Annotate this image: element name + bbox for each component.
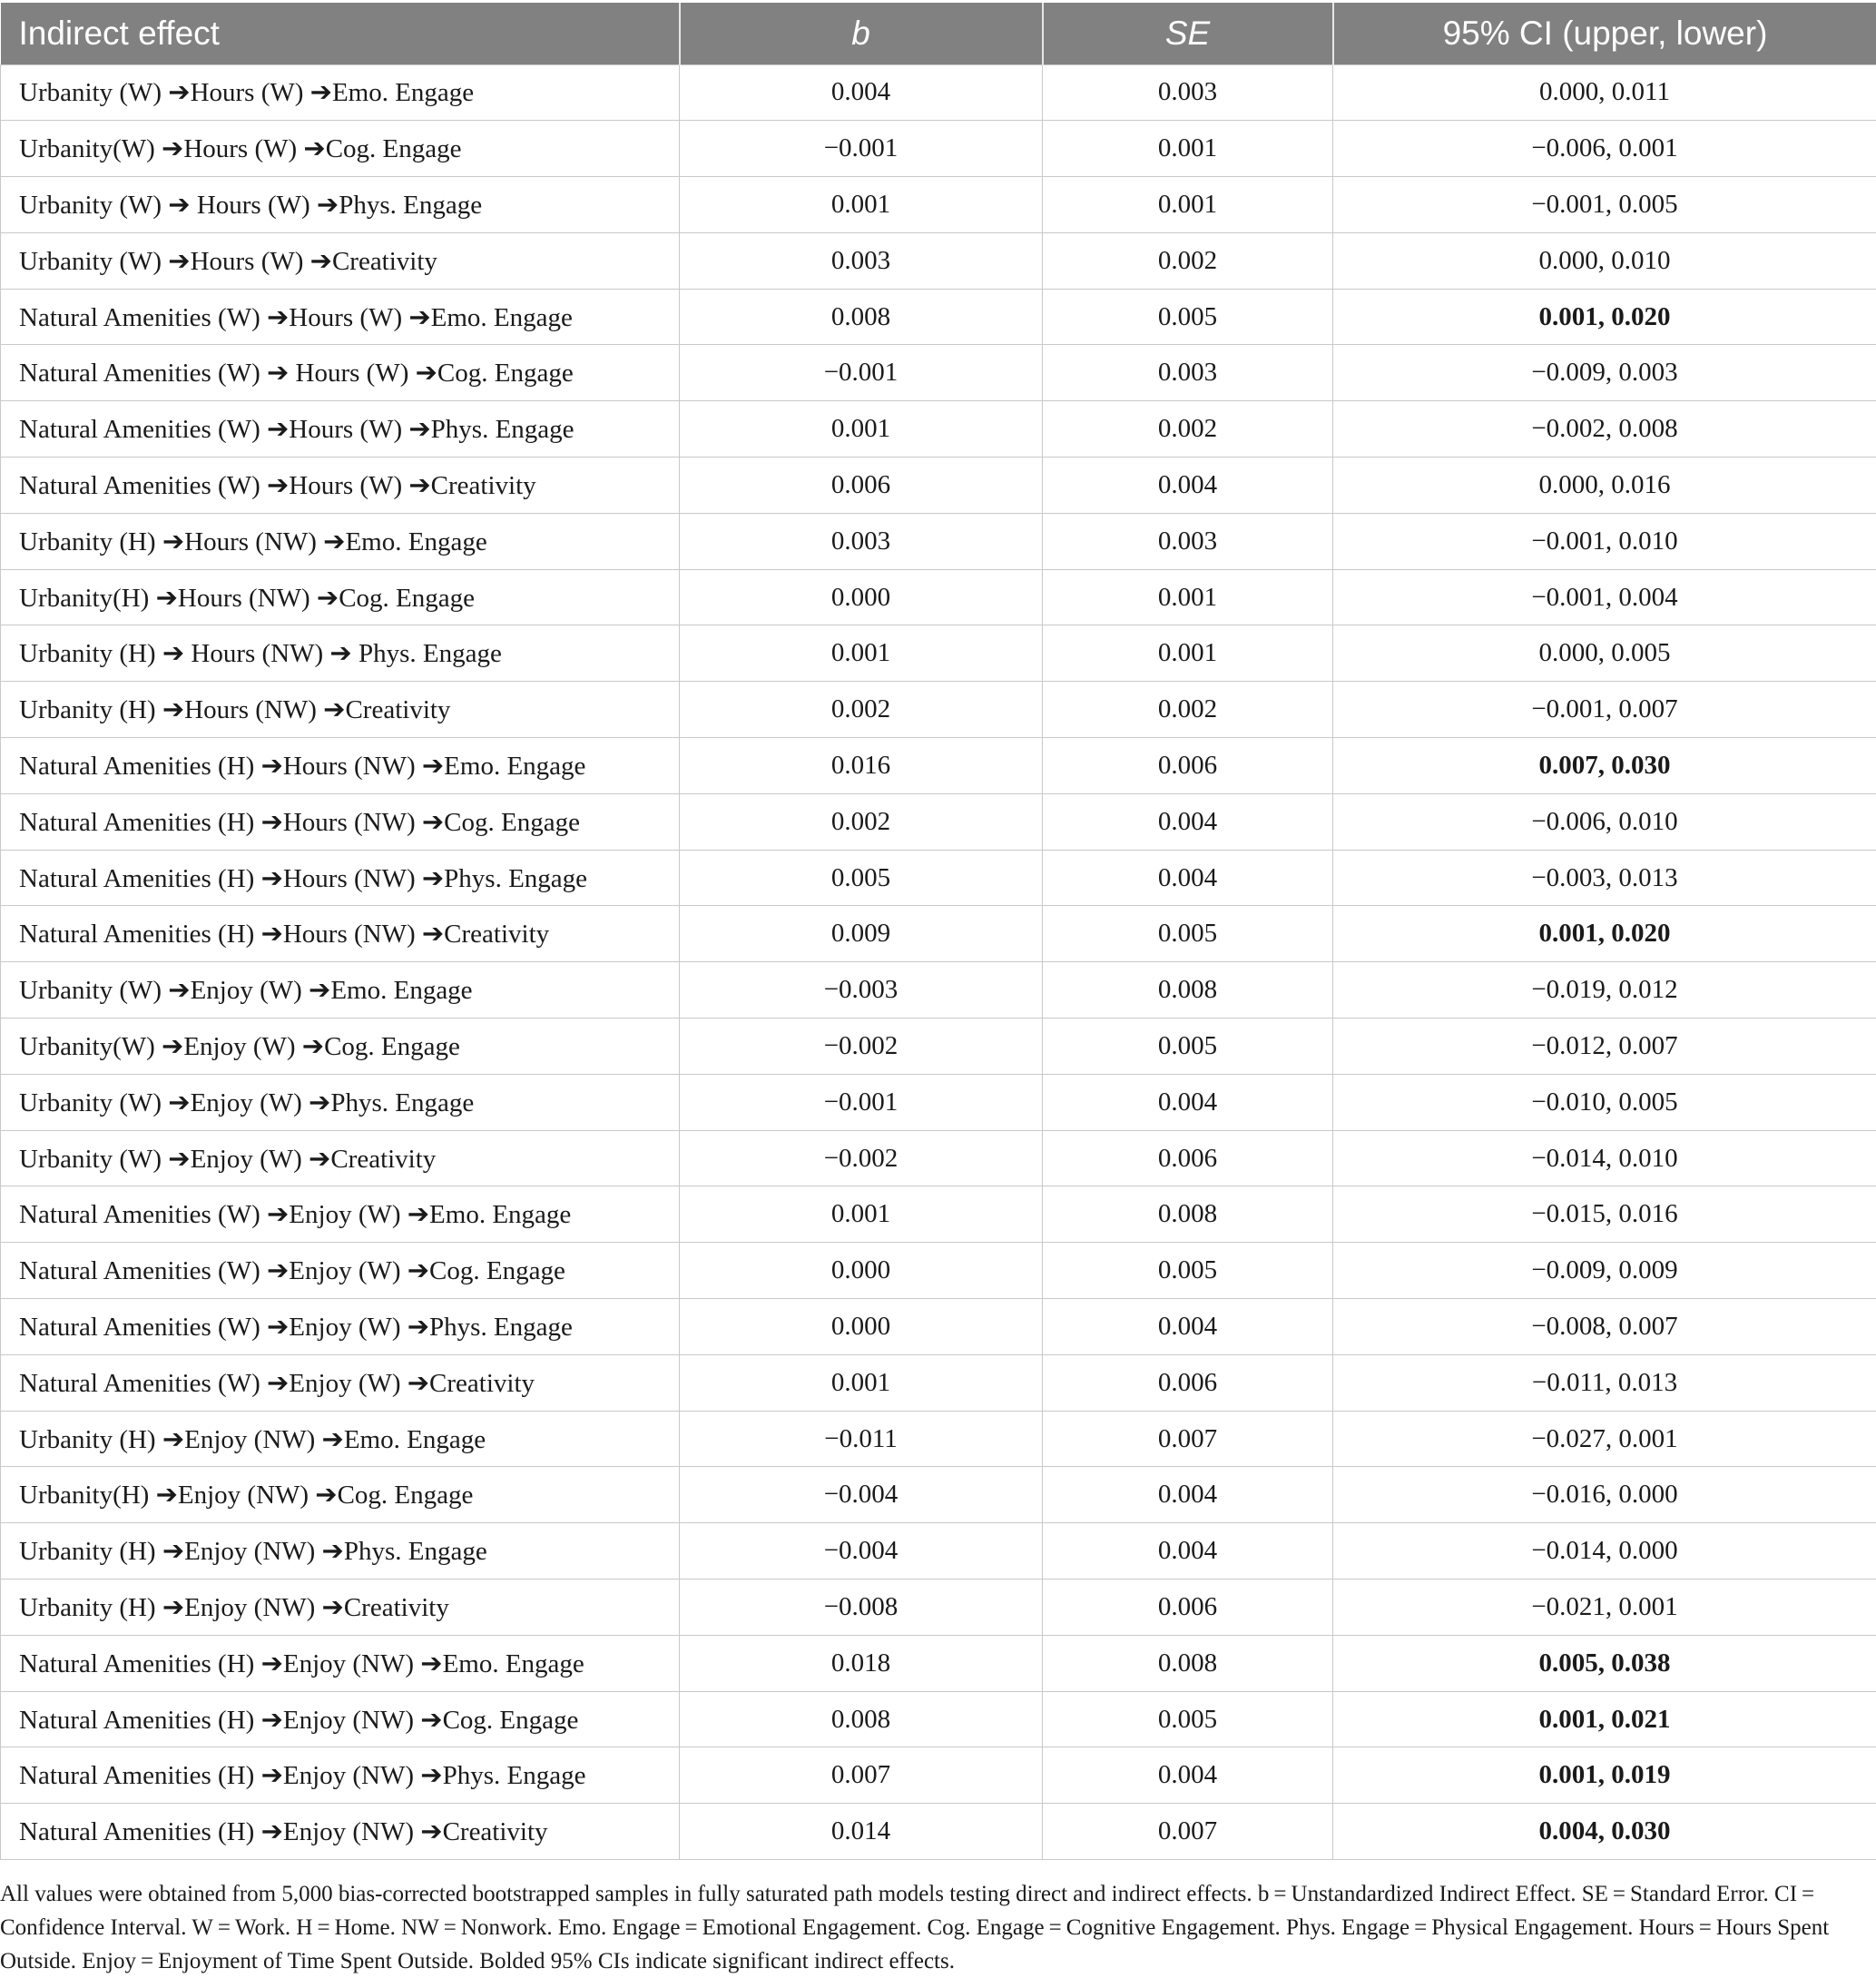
cell-se: 0.001	[1043, 569, 1333, 625]
table-row	[1, 1804, 1876, 1860]
cell-indirect-effect: Urbanity (H) ➔Enjoy (NW) ➔Phys. Engage	[1, 1523, 680, 1579]
cell-se: 0.005	[1043, 1019, 1333, 1075]
cell-indirect-effect: Natural Amenities (H) ➔Hours (NW) ➔Phys. Engage	[1, 850, 680, 906]
cell-se: 0.005	[1043, 1691, 1333, 1747]
cell-indirect-effect: Urbanity (H) ➔Hours (NW) ➔Emo. Engage	[1, 513, 680, 569]
cell-ci: −0.009, 0.009	[1333, 1243, 1876, 1299]
table-row	[1, 682, 1876, 738]
cell-se: 0.008	[1043, 1186, 1333, 1243]
table-row	[1, 850, 1876, 906]
cell-indirect-effect: Natural Amenities (H) ➔Enjoy (NW) ➔Phys. Engage	[1, 1747, 680, 1804]
cell-se: 0.004	[1043, 1523, 1333, 1579]
cell-ci: −0.027, 0.001	[1333, 1411, 1876, 1467]
cell-indirect-effect: Urbanity (W) ➔Hours (W) ➔Emo. Engage	[1, 64, 680, 121]
table-row	[1, 906, 1876, 962]
cell-b: 0.005	[680, 850, 1043, 906]
table-row	[1, 793, 1876, 850]
cell-se: 0.003	[1043, 513, 1333, 569]
cell-indirect-effect: Natural Amenities (H) ➔Hours (NW) ➔Emo. Engage	[1, 738, 680, 794]
cell-se: 0.007	[1043, 1411, 1333, 1467]
table-row	[1, 625, 1876, 682]
cell-se: 0.006	[1043, 1579, 1333, 1636]
table-row	[1, 1579, 1876, 1636]
cell-indirect-effect: Natural Amenities (H) ➔Enjoy (NW) ➔Cog. Engage	[1, 1691, 680, 1747]
cell-se: 0.006	[1043, 1130, 1333, 1186]
cell-ci: 0.001, 0.020	[1333, 906, 1876, 962]
cell-ci: −0.001, 0.004	[1333, 569, 1876, 625]
cell-indirect-effect: Natural Amenities (W) ➔Enjoy (W) ➔Emo. Engage	[1, 1186, 680, 1243]
cell-b: 0.008	[680, 289, 1043, 345]
cell-indirect-effect: Urbanity (H) ➔Enjoy (NW) ➔Emo. Engage	[1, 1411, 680, 1467]
cell-se: 0.007	[1043, 1804, 1333, 1860]
cell-se: 0.004	[1043, 793, 1333, 850]
table-body	[1, 64, 1876, 1860]
indirect-effects-table	[0, 3, 1876, 1860]
table-header-row	[1, 3, 1876, 64]
cell-se: 0.004	[1043, 1299, 1333, 1355]
cell-ci: 0.000, 0.016	[1333, 458, 1876, 514]
cell-indirect-effect: Urbanity (W) ➔ Hours (W) ➔Phys. Engage	[1, 177, 680, 233]
cell-b: 0.003	[680, 513, 1043, 569]
table-row	[1, 738, 1876, 794]
table-row	[1, 1243, 1876, 1299]
cell-b: 0.018	[680, 1635, 1043, 1691]
cell-b: 0.001	[680, 401, 1043, 458]
cell-ci: −0.009, 0.003	[1333, 345, 1876, 401]
cell-ci: −0.006, 0.001	[1333, 121, 1876, 177]
cell-ci: −0.008, 0.007	[1333, 1299, 1876, 1355]
cell-se: 0.008	[1043, 1635, 1333, 1691]
cell-b: 0.000	[680, 1299, 1043, 1355]
cell-se: 0.005	[1043, 289, 1333, 345]
cell-ci: −0.012, 0.007	[1333, 1019, 1876, 1075]
cell-se: 0.002	[1043, 682, 1333, 738]
table-row	[1, 64, 1876, 121]
cell-indirect-effect: Natural Amenities (H) ➔Enjoy (NW) ➔Creativity	[1, 1804, 680, 1860]
table-footnote: All values were obtained from 5,000 bias-corrected bootstrapped samples in fully saturated path models testing direct and indirect effects. b = Unstandardized Indirect Effect. SE = Standard Error. CI = Confidence Interval. W = Work. H = Home. NW = Nonwork. Emo. Engage = Emotional Engagement. Cog. Engage = Cognitive Engagement. Phys. Engage = Physical Engagement. Hours = Hours Spent Outside. Enjoy = Enjoyment of Time Spent Outside. Bolded 95% CIs indicate significant indirect effects.	[0, 1877, 1871, 1978]
cell-se: 0.002	[1043, 232, 1333, 289]
cell-ci: −0.006, 0.010	[1333, 793, 1876, 850]
cell-b: 0.014	[680, 1804, 1043, 1860]
cell-se: 0.006	[1043, 1354, 1333, 1411]
cell-ci: 0.004, 0.030	[1333, 1804, 1876, 1860]
cell-indirect-effect: Natural Amenities (W) ➔Enjoy (W) ➔Creativity	[1, 1354, 680, 1411]
cell-indirect-effect: Urbanity(W) ➔Enjoy (W) ➔Cog. Engage	[1, 1019, 680, 1075]
cell-ci: 0.000, 0.005	[1333, 625, 1876, 682]
cell-se: 0.005	[1043, 906, 1333, 962]
cell-ci: −0.003, 0.013	[1333, 850, 1876, 906]
cell-indirect-effect: Natural Amenities (H) ➔Enjoy (NW) ➔Emo. Engage	[1, 1635, 680, 1691]
cell-ci: −0.019, 0.012	[1333, 962, 1876, 1019]
cell-se: 0.004	[1043, 1074, 1333, 1130]
cell-ci: 0.005, 0.038	[1333, 1635, 1876, 1691]
cell-indirect-effect: Natural Amenities (W) ➔Hours (W) ➔Phys. Engage	[1, 401, 680, 458]
table-row	[1, 232, 1876, 289]
cell-indirect-effect: Urbanity(H) ➔Enjoy (NW) ➔Cog. Engage	[1, 1467, 680, 1523]
table-row	[1, 1074, 1876, 1130]
cell-indirect-effect: Urbanity (H) ➔ Hours (NW) ➔ Phys. Engage	[1, 625, 680, 682]
cell-se: 0.001	[1043, 121, 1333, 177]
cell-ci: −0.014, 0.010	[1333, 1130, 1876, 1186]
cell-ci: −0.016, 0.000	[1333, 1467, 1876, 1523]
cell-b: −0.001	[680, 1074, 1043, 1130]
cell-indirect-effect: Natural Amenities (W) ➔Enjoy (W) ➔Cog. Engage	[1, 1243, 680, 1299]
cell-indirect-effect: Urbanity(H) ➔Hours (NW) ➔Cog. Engage	[1, 569, 680, 625]
cell-se: 0.004	[1043, 1747, 1333, 1804]
table-row	[1, 962, 1876, 1019]
cell-se: 0.002	[1043, 401, 1333, 458]
cell-b: −0.004	[680, 1467, 1043, 1523]
table-row	[1, 1299, 1876, 1355]
cell-indirect-effect: Natural Amenities (W) ➔Enjoy (W) ➔Phys. Engage	[1, 1299, 680, 1355]
table-row	[1, 1467, 1876, 1523]
cell-b: 0.007	[680, 1747, 1043, 1804]
cell-ci: −0.001, 0.007	[1333, 682, 1876, 738]
table-row	[1, 1747, 1876, 1804]
cell-se: 0.001	[1043, 177, 1333, 233]
cell-indirect-effect: Urbanity (W) ➔Enjoy (W) ➔Emo. Engage	[1, 962, 680, 1019]
cell-ci: −0.011, 0.013	[1333, 1354, 1876, 1411]
cell-indirect-effect: Natural Amenities (W) ➔Hours (W) ➔Emo. Engage	[1, 289, 680, 345]
table-row	[1, 1354, 1876, 1411]
cell-indirect-effect: Urbanity (W) ➔Enjoy (W) ➔Creativity	[1, 1130, 680, 1186]
cell-ci: 0.000, 0.010	[1333, 232, 1876, 289]
cell-b: 0.002	[680, 682, 1043, 738]
cell-indirect-effect: Urbanity (W) ➔Hours (W) ➔Creativity	[1, 232, 680, 289]
cell-indirect-effect: Urbanity(W) ➔Hours (W) ➔Cog. Engage	[1, 121, 680, 177]
table-row	[1, 513, 1876, 569]
cell-b: −0.004	[680, 1523, 1043, 1579]
cell-b: 0.006	[680, 458, 1043, 514]
header-b: b	[680, 3, 1043, 64]
cell-b: 0.001	[680, 1354, 1043, 1411]
cell-indirect-effect: Urbanity (H) ➔Hours (NW) ➔Creativity	[1, 682, 680, 738]
table-row	[1, 458, 1876, 514]
cell-se: 0.001	[1043, 625, 1333, 682]
cell-ci: −0.001, 0.010	[1333, 513, 1876, 569]
table-row	[1, 1411, 1876, 1467]
cell-ci: −0.014, 0.000	[1333, 1523, 1876, 1579]
cell-b: 0.009	[680, 906, 1043, 962]
table-row	[1, 1186, 1876, 1243]
table-row	[1, 177, 1876, 233]
cell-indirect-effect: Natural Amenities (H) ➔Hours (NW) ➔Creativity	[1, 906, 680, 962]
table-row	[1, 345, 1876, 401]
table-row	[1, 1635, 1876, 1691]
table-row	[1, 401, 1876, 458]
header-indirect-effect: Indirect effect	[1, 3, 680, 64]
cell-b: 0.001	[680, 1186, 1043, 1243]
table-row	[1, 1019, 1876, 1075]
table-row	[1, 1691, 1876, 1747]
cell-indirect-effect: Urbanity (H) ➔Enjoy (NW) ➔Creativity	[1, 1579, 680, 1636]
cell-b: −0.002	[680, 1019, 1043, 1075]
cell-b: 0.002	[680, 793, 1043, 850]
cell-se: 0.008	[1043, 962, 1333, 1019]
cell-ci: 0.001, 0.019	[1333, 1747, 1876, 1804]
cell-indirect-effect: Natural Amenities (W) ➔Hours (W) ➔Creativity	[1, 458, 680, 514]
cell-b: 0.000	[680, 1243, 1043, 1299]
cell-ci: −0.015, 0.016	[1333, 1186, 1876, 1243]
indirect-effects-table-container	[0, 3, 1876, 1860]
cell-ci: −0.021, 0.001	[1333, 1579, 1876, 1636]
cell-b: −0.001	[680, 345, 1043, 401]
cell-ci: −0.001, 0.005	[1333, 177, 1876, 233]
cell-ci: 0.007, 0.030	[1333, 738, 1876, 794]
cell-ci: 0.001, 0.021	[1333, 1691, 1876, 1747]
cell-ci: 0.000, 0.011	[1333, 64, 1876, 121]
table-row	[1, 289, 1876, 345]
cell-se: 0.004	[1043, 1467, 1333, 1523]
cell-ci: 0.001, 0.020	[1333, 289, 1876, 345]
header-ci: 95% CI (upper, lower)	[1333, 3, 1876, 64]
cell-se: 0.004	[1043, 850, 1333, 906]
cell-se: 0.003	[1043, 64, 1333, 121]
header-se: SE	[1043, 3, 1333, 64]
cell-indirect-effect: Natural Amenities (W) ➔ Hours (W) ➔Cog. Engage	[1, 345, 680, 401]
cell-indirect-effect: Urbanity (W) ➔Enjoy (W) ➔Phys. Engage	[1, 1074, 680, 1130]
cell-b: 0.016	[680, 738, 1043, 794]
cell-se: 0.006	[1043, 738, 1333, 794]
cell-b: −0.008	[680, 1579, 1043, 1636]
cell-b: −0.011	[680, 1411, 1043, 1467]
cell-se: 0.005	[1043, 1243, 1333, 1299]
table-row	[1, 569, 1876, 625]
cell-b: 0.008	[680, 1691, 1043, 1747]
table-row	[1, 121, 1876, 177]
cell-b: −0.003	[680, 962, 1043, 1019]
cell-b: 0.003	[680, 232, 1043, 289]
cell-b: 0.001	[680, 177, 1043, 233]
cell-b: 0.001	[680, 625, 1043, 682]
cell-b: −0.002	[680, 1130, 1043, 1186]
cell-se: 0.004	[1043, 458, 1333, 514]
cell-ci: −0.002, 0.008	[1333, 401, 1876, 458]
cell-b: −0.001	[680, 121, 1043, 177]
cell-ci: −0.010, 0.005	[1333, 1074, 1876, 1130]
cell-indirect-effect: Natural Amenities (H) ➔Hours (NW) ➔Cog. Engage	[1, 793, 680, 850]
cell-se: 0.003	[1043, 345, 1333, 401]
table-row	[1, 1523, 1876, 1579]
cell-b: 0.004	[680, 64, 1043, 121]
cell-b: 0.000	[680, 569, 1043, 625]
table-row	[1, 1130, 1876, 1186]
